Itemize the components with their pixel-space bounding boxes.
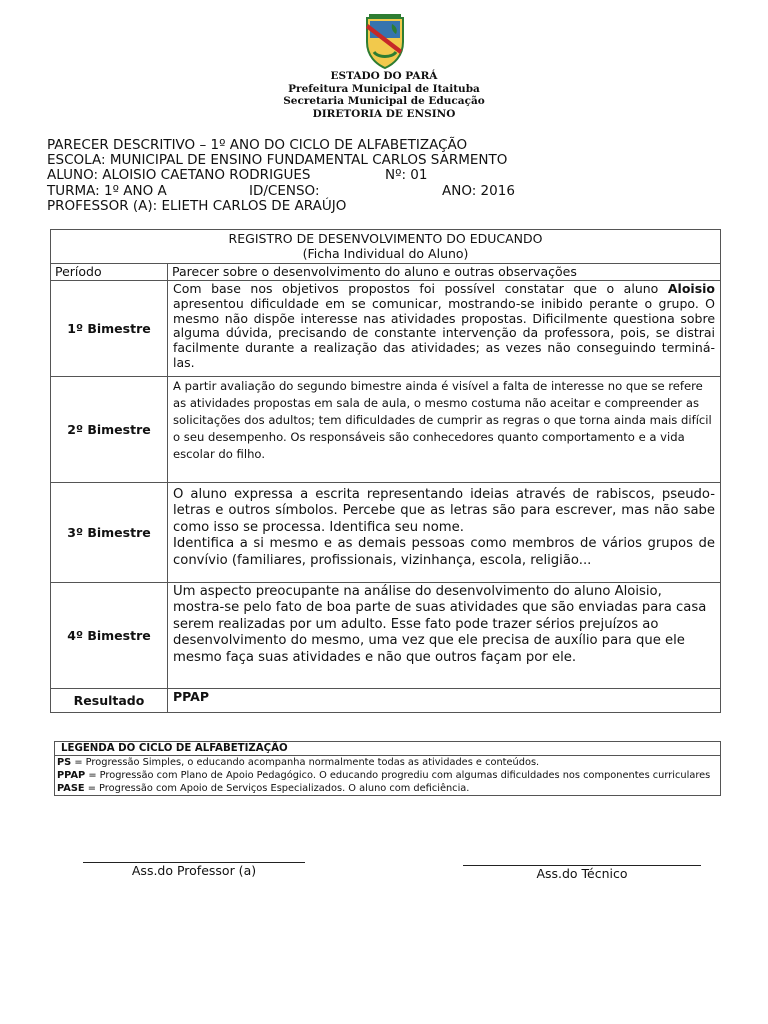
- legend-item: PASE = Progressão com Apoio de Serviços Especializados. O aluno com deficiência.: [57, 783, 470, 794]
- censo-id: ID/CENSO:: [249, 182, 320, 199]
- document-title: PARECER DESCRITIVO – 1º ANO DO CICLO DE ALFABETIZAÇÃO: [47, 137, 468, 153]
- period-label: 3º Bimestre: [51, 483, 168, 583]
- state-name: ESTADO DO PARÁ: [330, 70, 438, 82]
- secretariat-name: Secretaria Municipal de Educação: [283, 95, 485, 107]
- legend-item: PPAP = Progressão com Plano de Apoio Pedagógico. O educando progrediu com algumas dificuldades nos componentes curriculares: [57, 770, 711, 781]
- document-header: [0, 70, 768, 120]
- report-text: A partir avaliação do segundo bimestre ainda é visível a falta de interesse no que se refere as atividades propostas em sala de aula, o mesmo costuma não aceitar e compreender as solicitações dos adultos; tem dificuldades de cumprir as regras o que torna ainda mais difícil o seu desempenho. Os responsáveis são conhecedores quanto comportamento e a vida escolar do filho.: [168, 377, 721, 483]
- class-name: TURMA: 1º ANO A: [47, 182, 167, 199]
- register-title: REGISTRO DE DESENVOLVIMENTO DO EDUCANDO: [228, 231, 543, 246]
- table-row: [51, 377, 721, 483]
- report-text: Um aspecto preocupante na análise do desenvolvimento do aluno Aloisio, mostra-se pelo fato de boa parte de suas atividades que são enviadas para casa serem realizadas por um adulto. Esse fato pode trazer sérios prejuízos ao desenvolvimento do mesmo, uma vez que ele precisa de auxílio para que ele mesmo faça suas atividades e não que outros façam por ele.: [168, 583, 721, 689]
- student-info: [47, 138, 727, 214]
- school-year: ANO: 2016: [442, 182, 515, 199]
- register-title-cell: [51, 230, 721, 264]
- directorate-name: DIRETORIA DE ENSINO: [312, 107, 456, 120]
- student-highlight: Aloisio: [667, 281, 716, 296]
- technician-signature-label: Ass.do Técnico: [536, 866, 628, 881]
- development-register-table: [50, 229, 721, 713]
- period-label: 1º Bimestre: [51, 281, 168, 377]
- legend-title: LEGENDA DO CICLO DE ALFABETIZAÇÃO: [55, 742, 720, 756]
- student-number: Nº: 01: [385, 167, 428, 184]
- school-name: ESCOLA: MUNICIPAL DE ENSINO FUNDAMENTAL CARLOS SARMENTO: [47, 152, 508, 169]
- result-value: PPAP: [168, 689, 721, 713]
- column-header-report: Parecer sobre o desenvolvimento do aluno e outras observações: [168, 264, 721, 281]
- period-label: 2º Bimestre: [51, 377, 168, 483]
- result-row: [51, 689, 721, 713]
- report-text: O aluno expressa a escrita representando ideias através de rabiscos, pseudo-letras e outros símbolos. Percebe que as letras são para escrever, mas não sabe como isso se processa. Identifica seu nome. Identifica a si mesmo e as demais pessoas como membros de vários grupos de convívio (familiares, profissionais, vizinhança, escola, religião...: [168, 483, 721, 583]
- period-label: 4º Bimestre: [51, 583, 168, 689]
- student-name: ALUNO: ALOISIO CAETANO RODRIGUES: [47, 167, 311, 184]
- table-row: [51, 483, 721, 583]
- report-text: Com base nos objetivos propostos foi possível constatar que o aluno Aloisio apresentou dificuldade em se comunicar, mostrando-se inibido perante o grupo. O mesmo não dispõe interesse nas atividades propostas. Dificilmente questiona sobre alguma dúvida, precisando de constante intervenção da professora, pois, se distrai facilmente durante a realização das atividades; as vezes não conseguindo terminá-las.: [168, 281, 721, 377]
- legend-item: PS = Progressão Simples, o educando acompanha normalmente todas as atividades e conteúdos.: [57, 757, 540, 768]
- technician-signature: [463, 865, 701, 881]
- table-row: [51, 583, 721, 689]
- coat-of-arms-icon: [362, 12, 408, 70]
- teacher-name: PROFESSOR (A): ELIETH CARLOS DE ARAÚJO: [47, 197, 347, 214]
- result-label: Resultado: [51, 689, 168, 713]
- prefecture-name: Prefeitura Municipal de Itaituba: [288, 82, 480, 95]
- teacher-signature: [83, 862, 305, 878]
- register-subtitle: (Ficha Individual do Aluno): [302, 246, 469, 261]
- teacher-signature-label: Ass.do Professor (a): [131, 863, 257, 878]
- table-row: [51, 281, 721, 377]
- column-header-period: Período: [51, 264, 168, 281]
- legend-box: [54, 741, 721, 796]
